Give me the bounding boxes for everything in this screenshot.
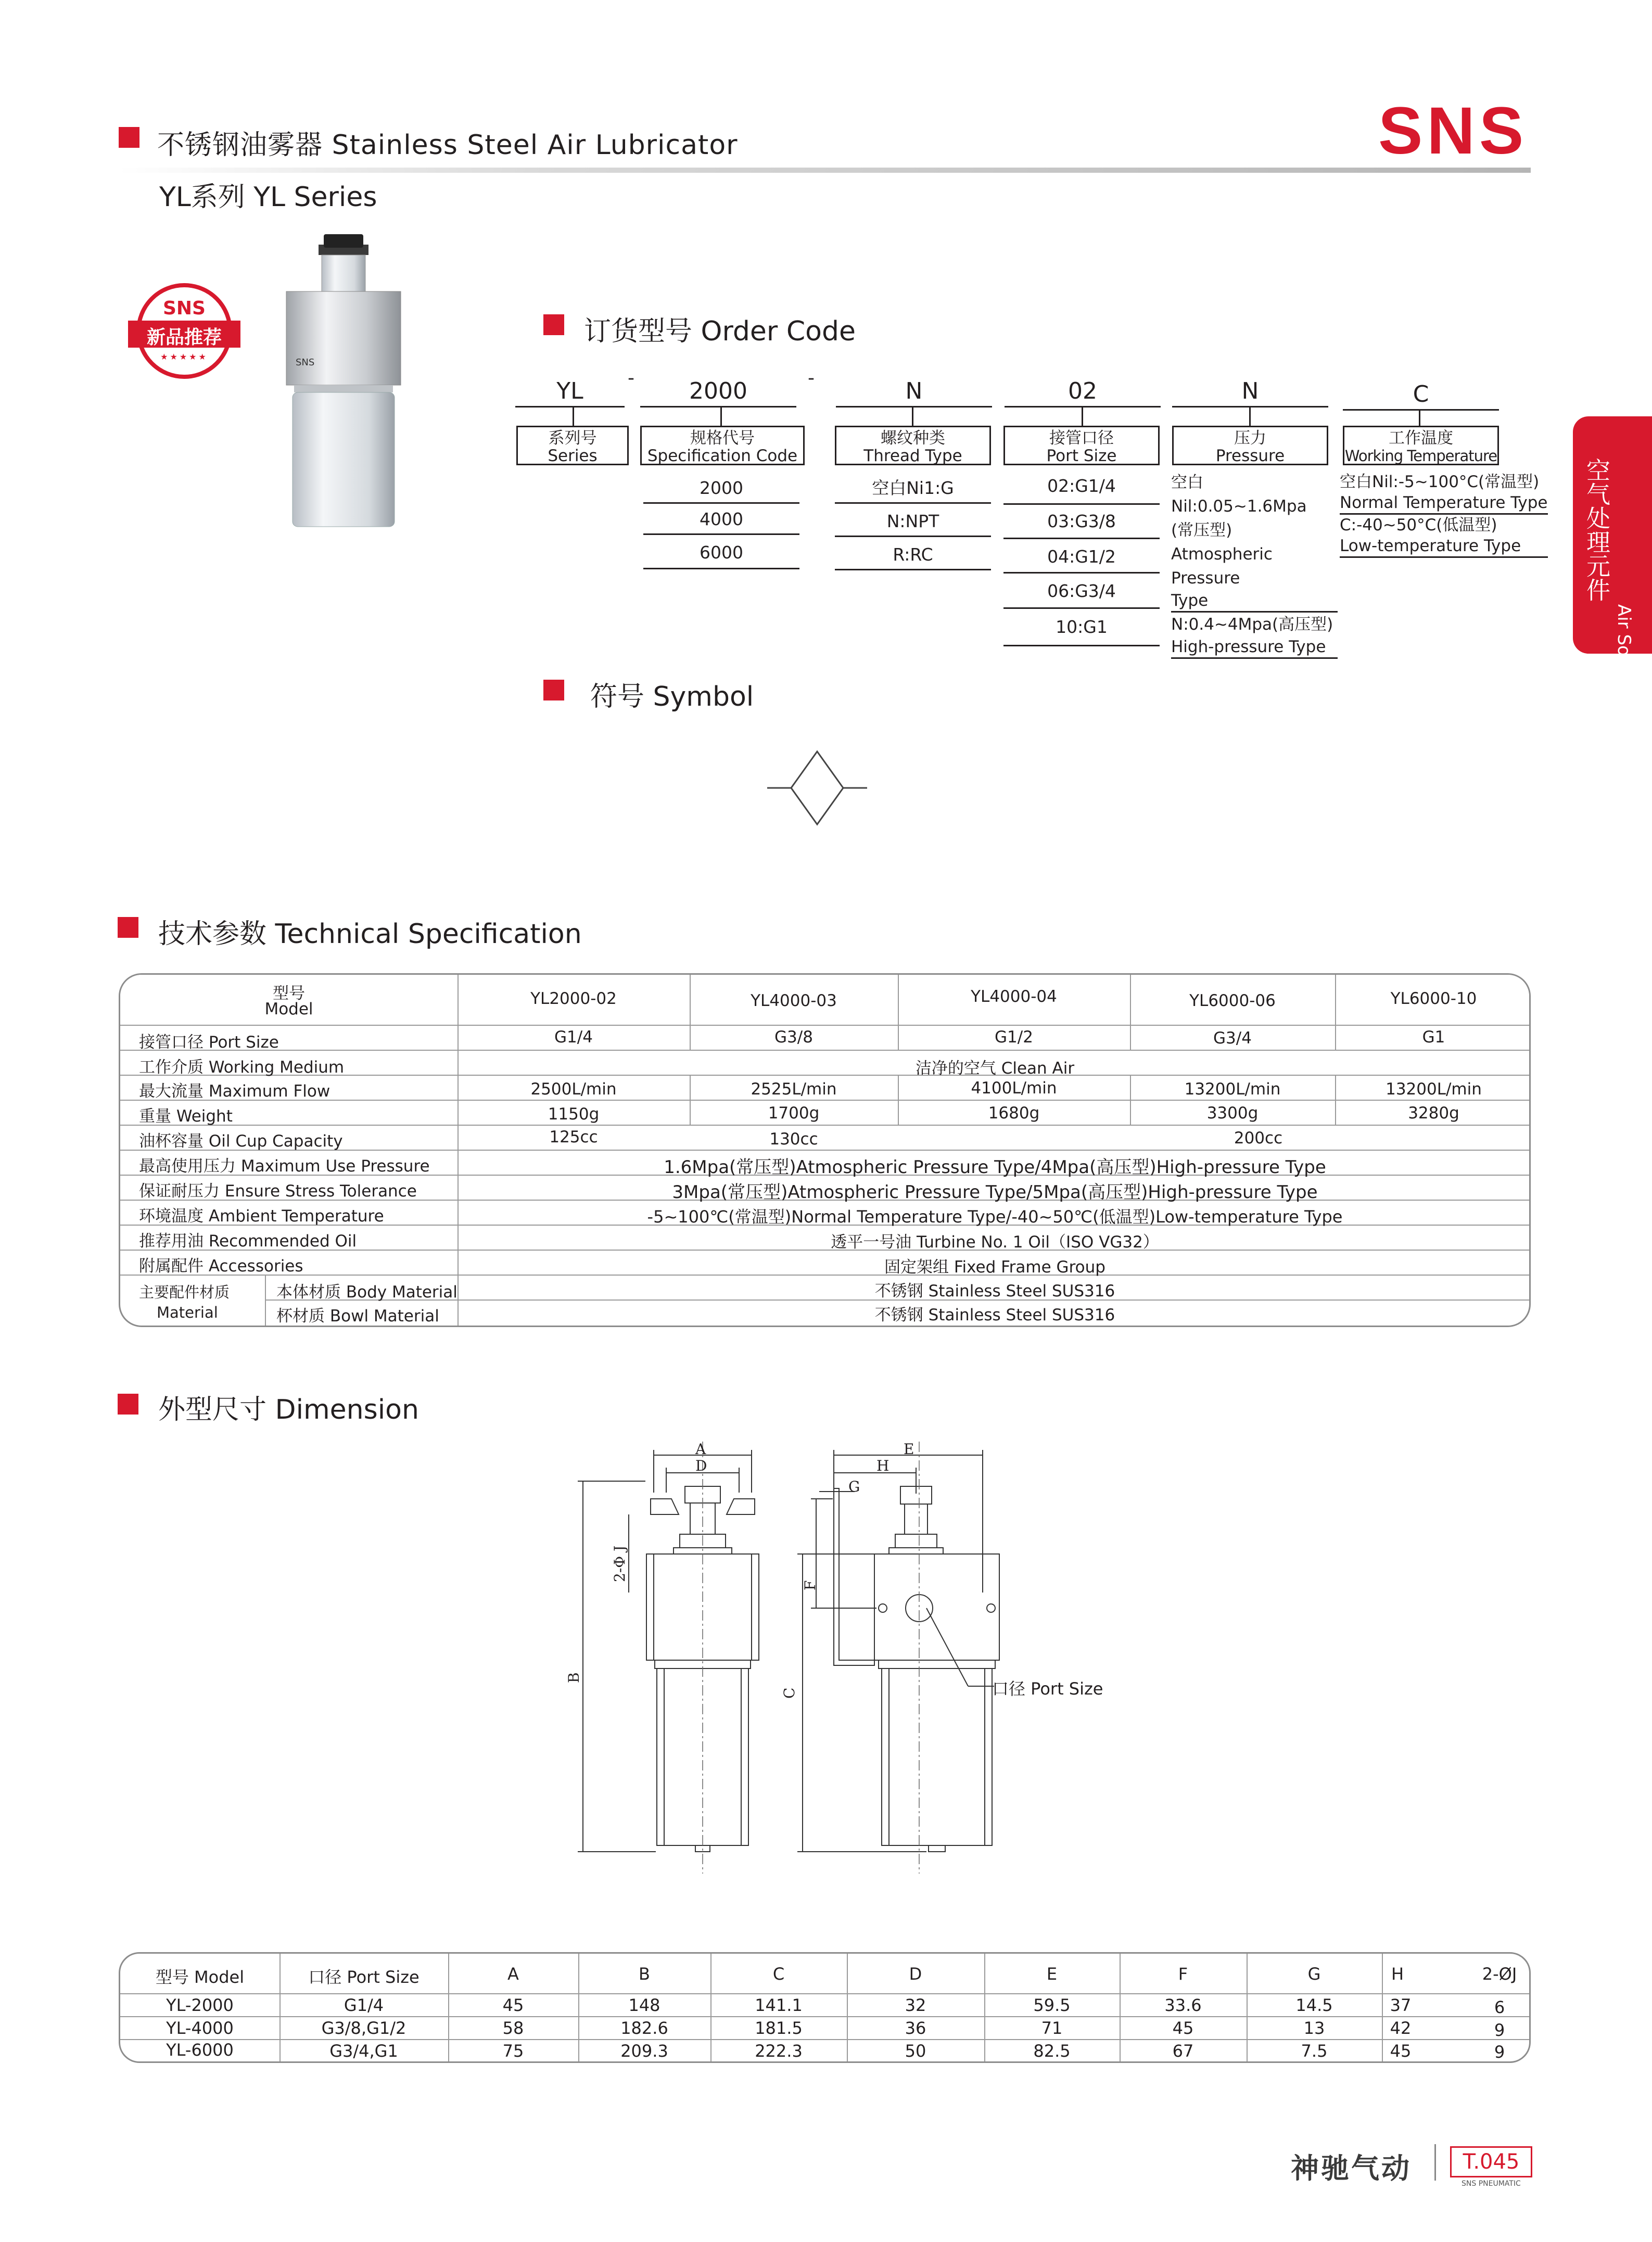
dim-cell: 50 <box>905 2041 926 2061</box>
label-spec-en: Specification Code <box>647 447 798 465</box>
dim-cell: 37 <box>1390 1995 1412 2015</box>
label-thread-cn: 螺纹种类 <box>881 429 945 448</box>
thread-option: N:NPT <box>835 508 991 537</box>
dim-cell: 141.1 <box>755 1995 803 2015</box>
label-pressure <box>1172 426 1328 465</box>
model-col: YL2000-02 <box>530 989 617 1008</box>
label-port-cn: 接管口径 <box>1049 429 1114 448</box>
row-label: 工作介质 Working Medium <box>139 1058 345 1077</box>
header-rule <box>119 168 1531 173</box>
lubricator-symbol <box>765 747 869 831</box>
dim-cell: 36 <box>905 2018 926 2038</box>
dimension-table <box>119 1952 1531 2063</box>
connector-5 <box>1249 407 1251 426</box>
temp-value: -5~100℃(常温型)Normal Temperature Type/-40~50℃(低温型)Low-temperature Type <box>647 1207 1343 1227</box>
temperature-options <box>1340 472 1548 558</box>
side-tab-en: Air Source Treatment <box>1613 604 1634 791</box>
row-label: 重量 Weight <box>139 1107 233 1126</box>
dim-cell: 82.5 <box>1033 2041 1071 2061</box>
footer-company: 神驰气动 <box>1291 2152 1412 2185</box>
temp-line: Low-temperature Type <box>1340 536 1548 558</box>
tech-spec-heading: 技术参数 Technical Specification <box>158 919 582 950</box>
dim-cell: 32 <box>905 1995 926 2015</box>
dim-cell: 58 <box>502 2018 524 2038</box>
flow-value: 13200L/min <box>1386 1080 1482 1099</box>
dim-cell: 148 <box>628 1995 660 2015</box>
label-temp <box>1343 426 1499 465</box>
dim-cell: G3/8,G1/2 <box>321 2018 406 2038</box>
port-option: 02:G1/4 <box>1003 473 1160 505</box>
dim-rule <box>120 2016 1531 2017</box>
order-code-heading: 订货型号 Order Code <box>584 316 856 347</box>
dim-label-port: 口径 Port Size <box>992 1679 1103 1699</box>
dim-col-header: G <box>1307 1964 1321 1984</box>
dim-cell: 182.6 <box>620 2018 668 2038</box>
connector-6 <box>1419 409 1420 426</box>
dim-label-d: D <box>695 1457 707 1474</box>
material-group-cn: 主要配件材质 <box>139 1283 230 1301</box>
dim-cell: 13 <box>1303 2018 1325 2038</box>
new-product-badge <box>136 283 232 379</box>
dim-rule <box>120 2039 1531 2040</box>
label-pressure-cn: 压力 <box>1234 429 1266 448</box>
row-label: 接管口径 Port Size <box>139 1033 279 1052</box>
dim-col-header: E <box>1046 1964 1058 1984</box>
dim-label-c: C <box>781 1687 798 1699</box>
weight-value: 3300g <box>1206 1104 1259 1123</box>
dim-cell: YL-4000 <box>166 2018 234 2038</box>
pressure-line: N:0.4~4Mpa(高压型) <box>1171 615 1333 634</box>
dimension-heading: 外型尺寸 Dimension <box>158 1394 419 1425</box>
symbol-marker <box>543 680 564 700</box>
oil-cup-value: 125cc <box>549 1128 598 1147</box>
dim-col-header: 型号 Model <box>155 1967 245 1987</box>
product-label: SNS <box>296 357 315 368</box>
model-label-en: Model <box>264 1000 313 1018</box>
dim-cell: 45 <box>502 1995 524 2015</box>
dim-cell: 42 <box>1390 2018 1412 2038</box>
port-size-value: G1/2 <box>995 1028 1033 1047</box>
thread-option: 空白Ni1:G <box>835 475 991 504</box>
dash-1: - <box>628 367 634 389</box>
port-size-value: G3/4 <box>1213 1029 1252 1048</box>
oil-value: 透平一号油 Turbine No. 1 Oil（ISO VG32） <box>831 1233 1159 1252</box>
product-image <box>281 229 406 531</box>
label-temp-cn: 工作温度 <box>1389 429 1453 448</box>
dim-col-header: D <box>909 1964 922 1984</box>
label-series-cn: 系列号 <box>548 429 597 448</box>
dim-cell: 209.3 <box>620 2041 668 2061</box>
spec-rule <box>120 1050 1531 1051</box>
connector-4 <box>1082 407 1083 426</box>
flow-value: 13200L/min <box>1184 1080 1281 1099</box>
label-temp-en: Working Temperature <box>1344 447 1497 465</box>
dim-cell: 59.5 <box>1033 1995 1071 2015</box>
pressure-options <box>1171 470 1338 659</box>
dim-cell: 67 <box>1172 2041 1194 2061</box>
label-pressure-en: Pressure <box>1215 447 1285 465</box>
connector-1 <box>573 407 574 426</box>
pressure-line: Type <box>1171 590 1338 613</box>
model-col: YL4000-04 <box>971 987 1057 1006</box>
dim-col-header: C <box>772 1964 785 1984</box>
oil-cup-value: 130cc <box>769 1130 818 1149</box>
dim-cell: 6 <box>1494 1997 1505 2017</box>
label-port-en: Port Size <box>1046 447 1117 465</box>
spec-rule <box>120 1025 1531 1026</box>
footer-sub: SNS PNEUMATIC <box>1462 2180 1521 2188</box>
dim-label-b: B <box>565 1672 582 1683</box>
dimension-drawing <box>562 1436 1124 1894</box>
dim-cell: 75 <box>502 2041 524 2061</box>
spec-option: 6000 <box>643 539 799 569</box>
weight-value: 1680g <box>988 1104 1040 1123</box>
side-tab-cn: 空气处理元件 <box>1583 458 1611 602</box>
flow-value: 4100L/min <box>971 1079 1057 1098</box>
code-pressure: N <box>1172 377 1328 407</box>
port-size-value: G3/8 <box>774 1028 813 1047</box>
row-label: 推荐用油 Recommended Oil <box>139 1232 357 1251</box>
row-label: 附属配件 Accessories <box>139 1257 303 1276</box>
dim-label-j: 2-Φ J <box>611 1545 628 1582</box>
temp-line: C:-40~50°C(低温型) <box>1340 516 1497 534</box>
code-port: 02 <box>1005 377 1161 407</box>
row-label: 最高使用压力 Maximum Use Pressure <box>139 1157 430 1176</box>
spec-option: 2000 <box>643 475 799 504</box>
lubricator-illustration <box>281 229 406 531</box>
row-label: 保证耐压力 Ensure Stress Tolerance <box>139 1182 417 1201</box>
order-code-marker <box>543 314 564 335</box>
pressure-line: High-pressure Type <box>1171 636 1338 659</box>
dim-cell: 71 <box>1041 2018 1063 2038</box>
code-spec: 2000 <box>640 377 796 407</box>
badge-stars: ★★★★★ <box>160 352 208 362</box>
dim-label-g: G <box>848 1478 860 1495</box>
label-series-en: Series <box>548 447 598 465</box>
dim-cell: 45 <box>1390 2041 1412 2061</box>
flow-value: 2525L/min <box>751 1080 837 1099</box>
label-series <box>516 426 629 465</box>
series-title: YL系列 YL Series <box>159 182 377 213</box>
dimension-marker <box>118 1394 138 1415</box>
port-option: 03:G3/8 <box>1003 507 1160 539</box>
pressure-line: 空白Nil:0.05~1.6Mpa <box>1171 473 1307 516</box>
dim-cell: 33.6 <box>1164 1995 1202 2015</box>
dim-cell: 7.5 <box>1301 2041 1328 2061</box>
dim-label-h: H <box>876 1457 889 1474</box>
tech-spec-marker <box>118 917 138 938</box>
spec-rule <box>120 1125 1531 1126</box>
dim-col-header: 口径 Port Size <box>308 1967 420 1987</box>
temp-line: 空白Nil:-5~100°C(常温型) <box>1340 473 1540 491</box>
code-temp: C <box>1343 380 1499 411</box>
dim-col-header: F <box>1178 1964 1188 1984</box>
label-spec <box>640 426 805 465</box>
port-option: 06:G3/4 <box>1003 576 1160 609</box>
badge-text: 新品推荐 <box>146 327 222 348</box>
oil-cup-value: 200cc <box>1234 1129 1283 1148</box>
footer-page: T.045 <box>1463 2150 1520 2174</box>
code-thread: N <box>836 377 992 407</box>
title-marker <box>119 127 139 148</box>
stress-value: 3Mpa(常压型)Atmospheric Pressure Type/5Mpa(高压型)High-pressure Type <box>672 1182 1318 1203</box>
row-label: 环境温度 Ambient Temperature <box>139 1207 384 1226</box>
body-material-value: 不锈钢 Stainless Steel SUS316 <box>874 1282 1115 1301</box>
dim-cell: 9 <box>1494 2042 1505 2062</box>
temp-line: Normal Temperature Type <box>1340 492 1548 515</box>
row-label: 油杯容量 Oil Cup Capacity <box>139 1132 343 1151</box>
dim-cell: 181.5 <box>755 2018 803 2038</box>
weight-value: 1150g <box>548 1105 600 1124</box>
dim-cell: 222.3 <box>755 2041 803 2061</box>
side-tab <box>1573 416 1652 791</box>
weight-value: 1700g <box>768 1104 820 1123</box>
bowl-material-value: 不锈钢 Stainless Steel SUS316 <box>874 1306 1115 1324</box>
label-thread-en: Thread Type <box>863 447 962 465</box>
model-col: YL4000-03 <box>751 991 837 1010</box>
port-size-value: G1/4 <box>554 1028 593 1047</box>
body-material-label: 本体材质 Body Material <box>276 1283 458 1302</box>
material-group-en: Material <box>157 1304 218 1321</box>
row-label: 最大流量 Maximum Flow <box>139 1082 331 1101</box>
badge-brand: SNS <box>163 298 206 319</box>
dim-col-header: H <box>1391 1964 1404 1984</box>
dim-cell: 9 <box>1494 2020 1505 2040</box>
code-series: YL <box>515 377 625 407</box>
label-spec-cn: 规格代号 <box>690 429 755 448</box>
accessories-value: 固定架组 Fixed Frame Group <box>884 1258 1105 1277</box>
dim-col-header: A <box>507 1964 519 1984</box>
model-col: YL6000-06 <box>1189 991 1276 1010</box>
port-option: 10:G1 <box>1003 611 1160 646</box>
footer-divider <box>1434 2144 1436 2181</box>
model-label-cn: 型号 <box>273 984 305 1003</box>
weight-value: 3280g <box>1408 1104 1459 1123</box>
spec-option: 4000 <box>643 506 799 535</box>
brand-logo: SNS <box>1378 94 1528 168</box>
medium-value: 洁净的空气 Clean Air <box>915 1059 1075 1078</box>
label-port <box>1003 426 1160 465</box>
pressure-line: (常压型) <box>1171 521 1232 540</box>
dim-label-f: F <box>802 1580 819 1590</box>
dim-cell: 45 <box>1172 2018 1194 2038</box>
dim-cell: G1/4 <box>344 1995 384 2015</box>
port-option: 04:G1/2 <box>1003 541 1160 574</box>
dim-label-a: A <box>695 1441 706 1458</box>
pressure-line: Atmospheric Pressure <box>1171 545 1273 588</box>
flow-value: 2500L/min <box>530 1080 617 1099</box>
label-thread <box>835 426 991 465</box>
dim-col-header: B <box>639 1964 650 1984</box>
max-pressure-value: 1.6Mpa(常压型)Atmospheric Pressure Type/4Mpa(高压型)High-pressure Type <box>664 1157 1326 1178</box>
bowl-material-label: 杯材质 Bowl Material <box>276 1307 439 1326</box>
port-size-value: G1 <box>1422 1028 1445 1047</box>
dim-cell: 14.5 <box>1295 1995 1333 2015</box>
tech-spec-table <box>119 973 1531 1327</box>
spec-rule <box>120 1100 1531 1101</box>
dim-rule <box>120 1993 1531 1994</box>
dim-cell: YL-2000 <box>166 1995 234 2015</box>
connector-3 <box>912 407 913 426</box>
page-title: 不锈钢油雾器 Stainless Steel Air Lubricator <box>157 130 738 161</box>
thread-option: R:RC <box>835 541 991 570</box>
dash-2: - <box>808 367 815 389</box>
connector-2 <box>720 407 722 426</box>
symbol-heading: 符号 Symbol <box>590 681 754 712</box>
spec-col-rule <box>265 1275 266 1327</box>
dim-label-e: E <box>904 1441 914 1458</box>
model-col: YL6000-10 <box>1390 989 1477 1008</box>
dim-col-header: 2-ØJ <box>1482 1964 1517 1984</box>
dim-cell: YL-6000 <box>166 2040 234 2060</box>
dim-cell: G3/4,G1 <box>329 2041 398 2061</box>
footer-page-box <box>1450 2146 1532 2177</box>
